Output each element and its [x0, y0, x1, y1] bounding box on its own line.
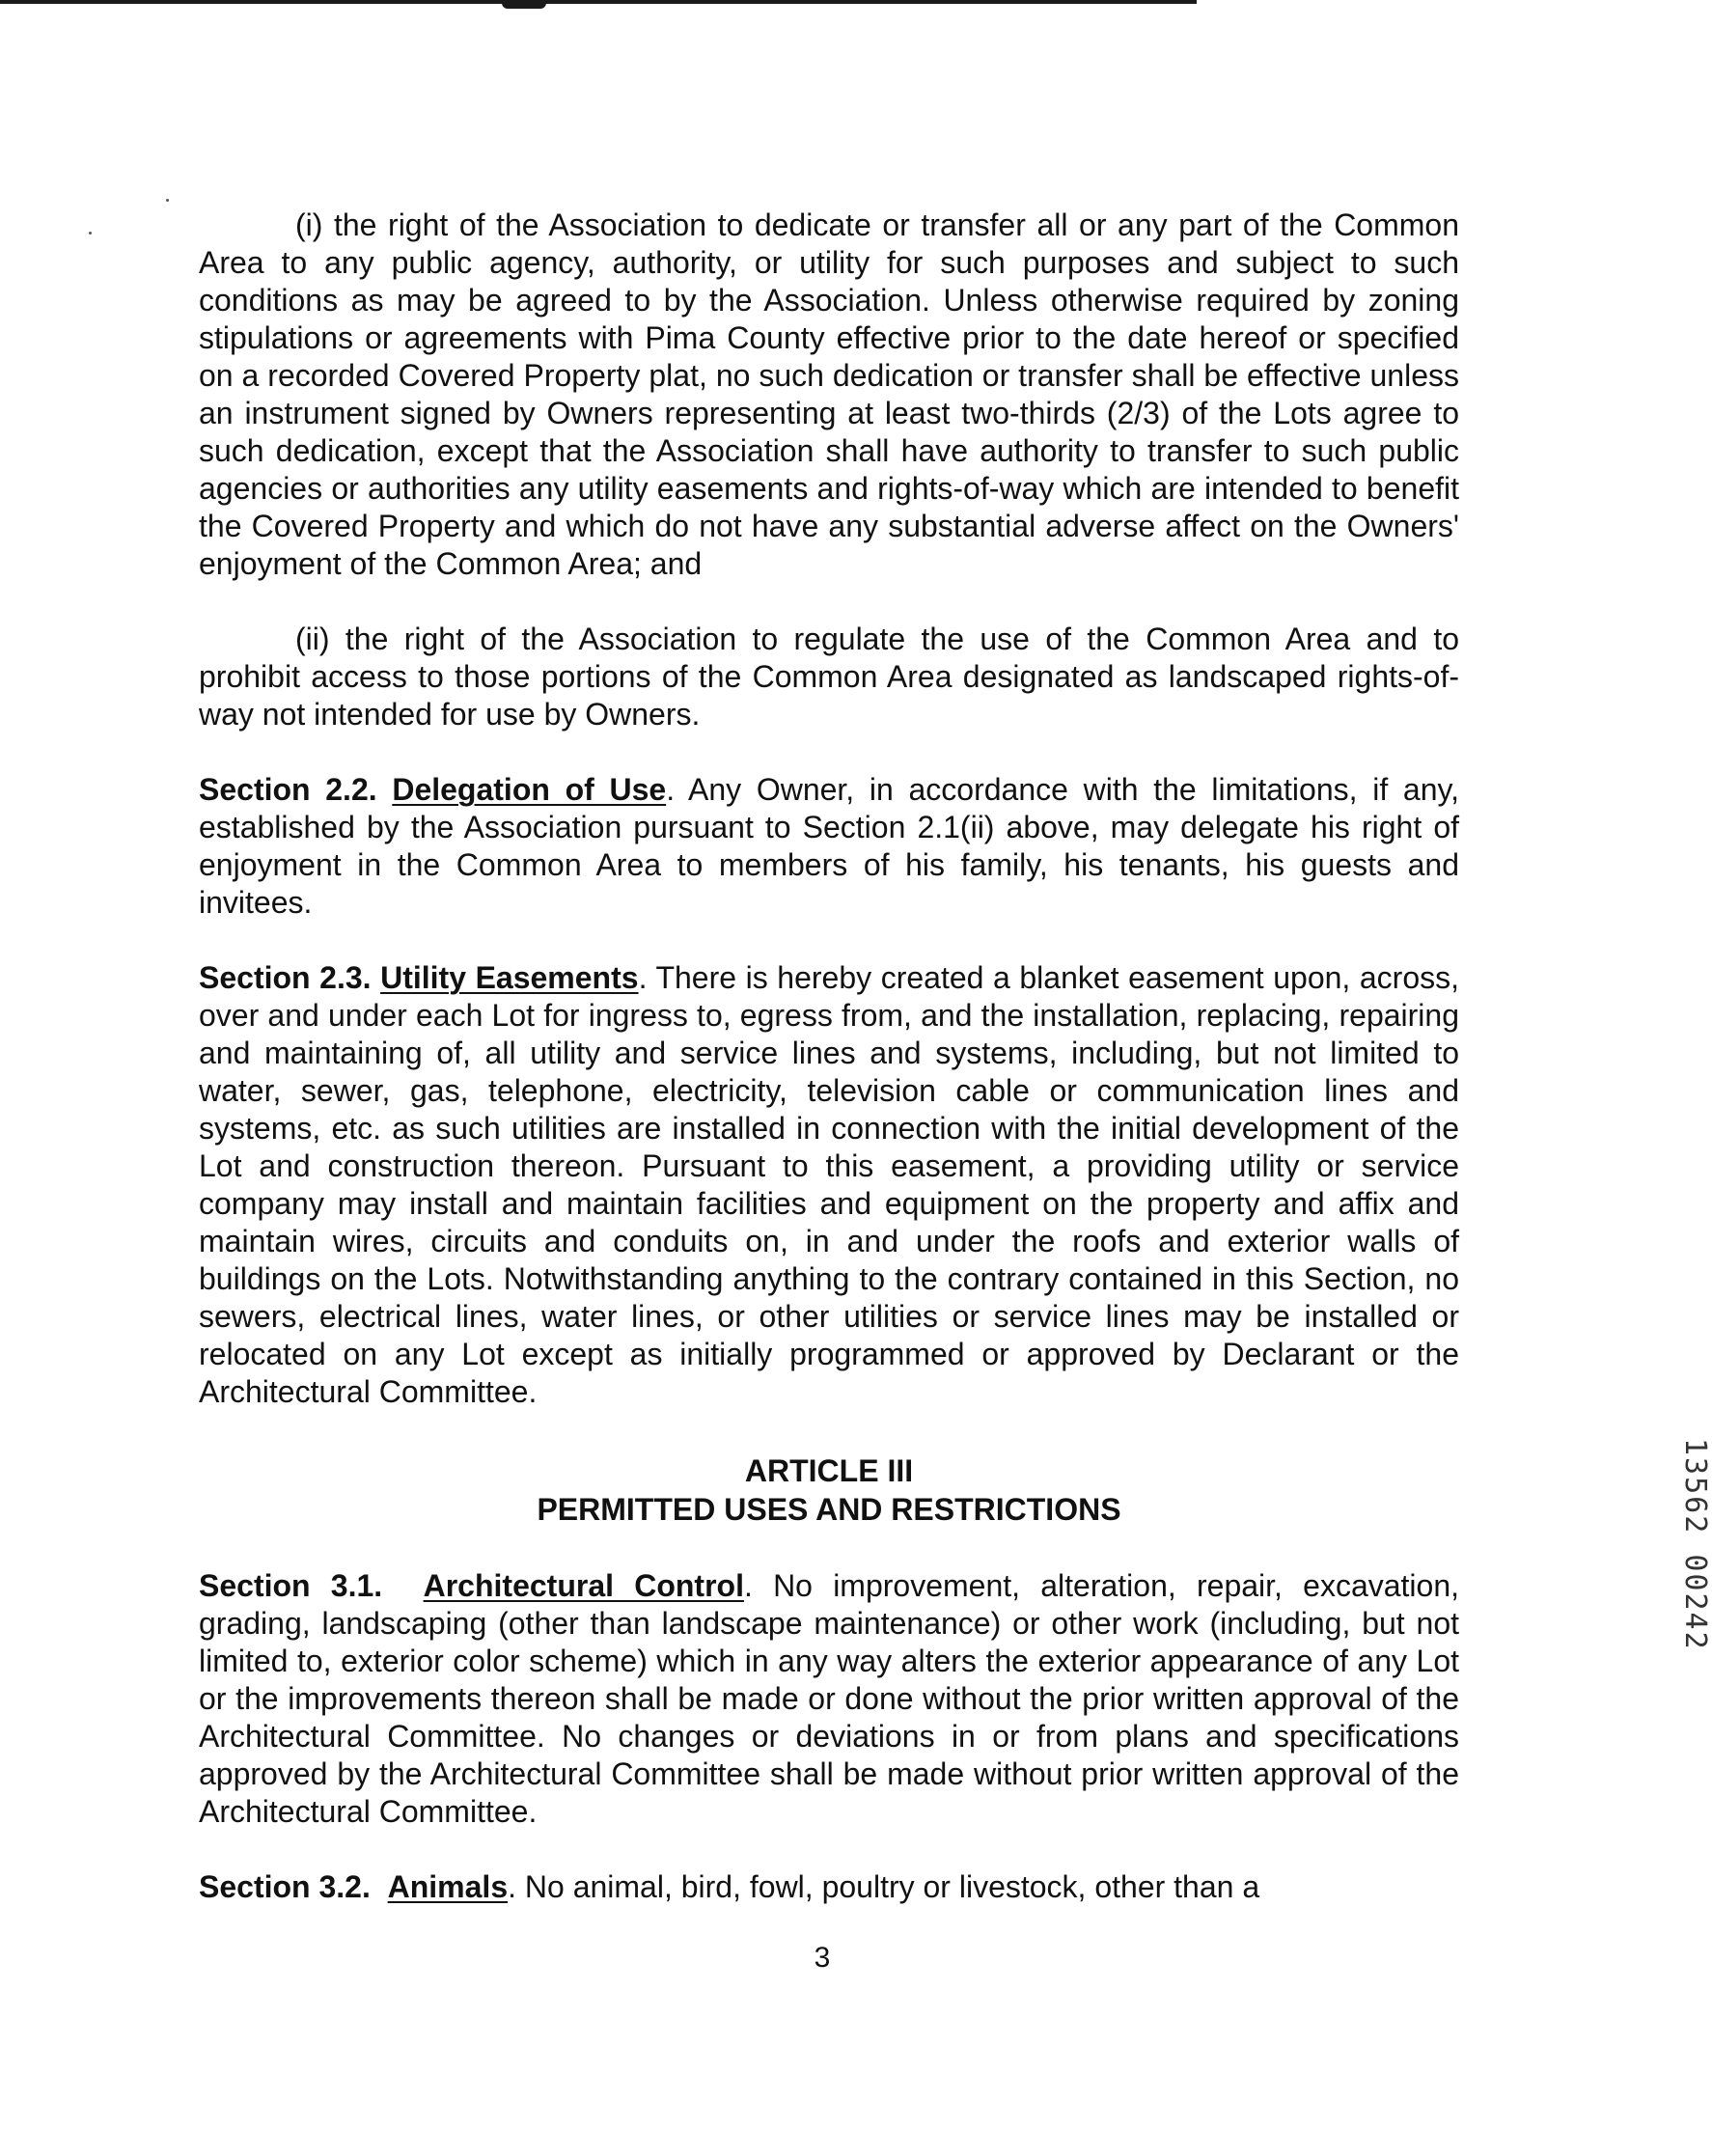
section-3-1-body: . No improvement, alteration, repair, excavation, grading, landscaping (other than landscape maintenance) or other work (including, but not limited to, exterior color scheme) which in any way alters the exterior appearance of any Lot or the improvements thereon shall be made or done without the prior written approval of the Architectural Committee. No changes or deviations in or from plans and specifications approved by the Architectural Committee shall be made without prior written approval of the Architectural Committee.	[199, 1568, 1460, 1829]
section-3-2	[199, 1868, 1459, 1906]
paragraph-i: (i) the right of the Association to dedicate or transfer all or any part of the Common Area to any public agency, authority, or utility for such purposes and subject to such conditions as may be agreed to by the Association. Unless otherwise required by zoning stipulations or agreements with Pima County effective prior to the date hereof or specified on a recorded Covered Property plat, no such dedication or transfer shall be effective unless an instrument signed by Owners representing at least two-thirds (2/3) of the Lots agree to such dedication, except that the Association shall have authority to transfer to such public agencies or authorities any utility easements and rights-of-way which are intended to benefit the Covered Property and which do not have any substantial adverse affect on the Owners' enjoyment of the Common Area; and	[199, 207, 1459, 581]
section-3-2-title: Animals	[387, 1869, 509, 1904]
recording-stamp	[1579, 1438, 1712, 1818]
section-2-2-number: Section 2.2.	[199, 772, 377, 807]
document-page	[199, 207, 1459, 1906]
scan-top-edge-mark	[502, 0, 546, 9]
section-2-2-body: . Any Owner, in accordance with the limitations, if any, established by the Association pursuant to Section 2.1(ii) above, may delegate his right of enjoyment in the Common Area to members of his family, his tenants, his guests and invitees.	[199, 772, 1460, 920]
scan-top-edge	[0, 0, 1197, 4]
section-2-3-title: Utility Easements	[380, 960, 639, 995]
section-3-1-title: Architectural Control	[423, 1568, 744, 1603]
article-number: ARTICLE III	[744, 1453, 914, 1488]
article-heading	[199, 1451, 1459, 1529]
section-3-2-number: Section 3.2.	[199, 1869, 371, 1904]
section-3-1	[199, 1567, 1459, 1831]
scan-speck	[89, 232, 92, 235]
section-2-2	[199, 771, 1459, 922]
section-2-3-number: Section 2.3.	[199, 960, 372, 995]
section-2-3-body: . There is hereby created a blanket easement upon, across, over and under each Lot for ingress to, egress from, and the installation, replacing, repairing and maintaining of, all utility and service lines and systems, including, but not limited to water, sewer, gas, telephone, electricity, television cable or communication lines and systems, etc. as such utilities are installed in connection with the initial development of the Lot and construction thereon. Pursuant to this easement, a providing utility or service company may install and maintain facilities and equipment on the property and affix and maintain wires, circuits and conduits on, in and under the roofs and exterior walls of buildings on the Lots. Notwithstanding anything to the contrary contained in this Section, no sewers, electrical lines, water lines, or other utilities or service lines may be installed or relocated on any Lot except as initially programmed or approved by Declarant or the Architectural Committee.	[199, 960, 1460, 1409]
section-3-2-body: . No animal, bird, fowl, poultry or livestock, other than a	[508, 1869, 1260, 1904]
scan-speck	[166, 199, 169, 202]
section-3-1-number: Section 3.1.	[199, 1568, 383, 1603]
page-number: 3	[814, 1942, 831, 1974]
article-title: PERMITTED USES AND RESTRICTIONS	[537, 1492, 1121, 1527]
paragraph-ii: (ii) the right of the Association to regulate the use of the Common Area and to prohibit access to those portions of the Common Area designated as landscaped rights-of-way not intended for use by Owners.	[199, 622, 1459, 732]
recording-stamp-text: 13562 00242	[1678, 1438, 1712, 1651]
section-2-3	[199, 959, 1459, 1411]
section-2-2-title: Delegation of Use	[392, 772, 667, 807]
